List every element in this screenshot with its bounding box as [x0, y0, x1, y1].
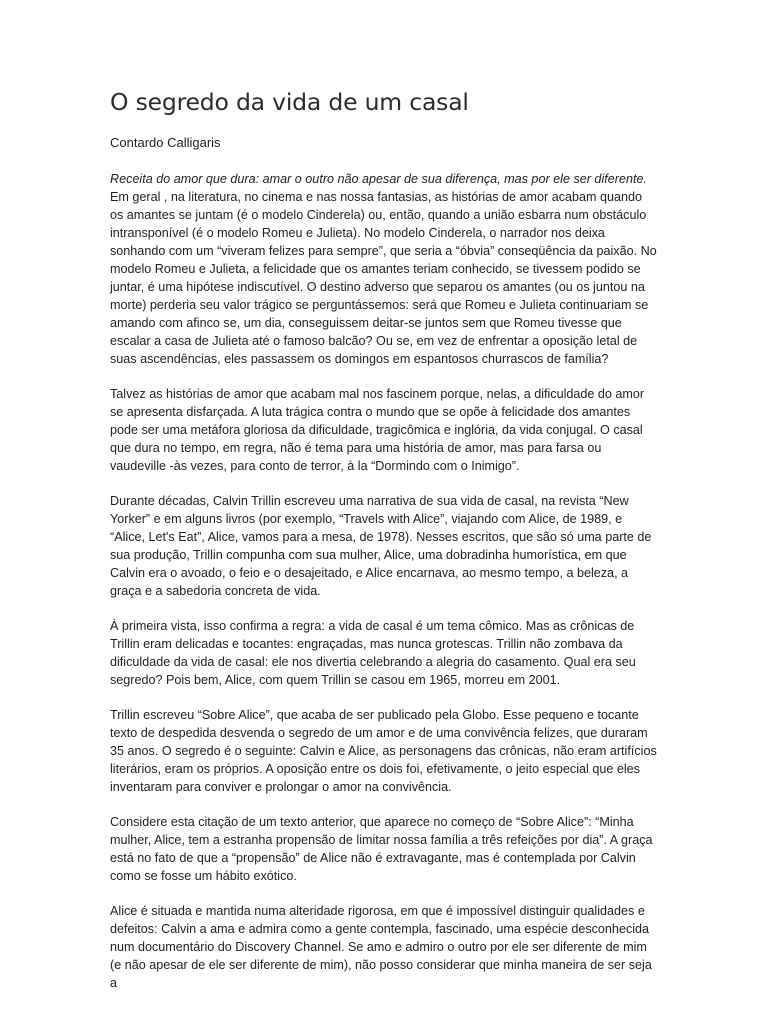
paragraph-1-text: Em geral , na literatura, no cinema e nas nossa fantasias, as histórias de amor acabam quando os amantes se juntam (é o modelo Cinderela) ou, então, quando a união esbarra num obstáculo intransponível (é o modelo Romeu e Julieta). No modelo Cinderela, o narrador nos deixa sonhando com um “viveram felizes para sempre”, que seria a “óbvia” conseqüência da paixão. No modelo Romeu e Julieta, a felicidade que os amantes teriam conhecido, se tivessem podido se juntar, é uma hipótese indiscutível. O destino adverso que separou os amantes (ou os juntou na morte) perderia seu valor trágico se perguntássemos: será que Romeu e Julieta continuariam se amando com afinco se, um dia, conseguissem deitar-se juntos sem que Romeu tivesse que escalar a casa de Julieta até o famoso balcão? Ou se, em vez de enfrentar a oposição letal de suas ascendências, eles passassem os domingos em espantosos churrascos de família? — [110, 190, 657, 366]
article-body — [110, 170, 658, 992]
paragraph-6: Considere esta citação de um texto anterior, que aparece no começo de “Sobre Alice”: “Minha mulher, Alice, tem a estranha propensão de limitar nossa família a três refeições por dia”. A graça está no fato de que a “propensão” de Alice não é extravagante, mas é contemplada por Calvin como se fosse um hábito exótico. — [110, 815, 653, 883]
paragraph-5: Trillin escreveu “Sobre Alice”, que acaba de ser publicado pela Globo. Esse pequeno e tocante texto de despedida desvenda o segredo de um amor e de uma convivência felizes, que duraram 35 anos. O segredo é o seguinte: Calvin e Alice, as personagens das crônicas, não eram artifícios literários, eram os próprios. A oposição entre os dois foi, efetivamente, o jeito especial que eles inventaram para conviver e prolongar o amor na convivência. — [110, 708, 657, 794]
article-lead: Receita do amor que dura: amar o outro não apesar de sua diferença, mas por ele ser diferente. — [110, 172, 647, 186]
article-title: O segredo da vida de um casal — [110, 88, 469, 116]
article-author: Contardo Calligaris — [110, 135, 221, 150]
article — [110, 86, 658, 1009]
paragraph-1 — [110, 170, 658, 368]
paragraph-7: Alice é situada e mantida numa alteridade rigorosa, em que é impossível distinguir qualidades e defeitos: Calvin a ama e admira como a gente contempla, fascinado, uma espécie desconhecida num documentário do Discovery Channel. Se amo e admiro o outro por ele ser diferente de mim (e não apesar de ele ser diferente de mim), não posso considerar que minha maneira de ser seja a — [110, 904, 652, 990]
paragraph-2: Talvez as histórias de amor que acabam mal nos fascinem porque, nelas, a dificuldade do amor se apresenta disfarçada. A luta trágica contra o mundo que se opõe à felicidade dos amantes pode ser uma metáfora gloriosa da dificuldade, tragicômica e inglória, da vida conjugal. O casal que dura no tempo, em regra, não é tema para uma história de amor, mas para farsa ou vaudeville -às vezes, para conto de terror, à la “Dormindo com o Inimigo”. — [110, 387, 645, 473]
paragraph-3: Durante décadas, Calvin Trillin escreveu uma narrativa de sua vida de casal, na revista “New Yorker” e em alguns livros (por exemplo, “Travels with Alice”, viajando com Alice, de 1989, e “Alice, Let's Eat”, Alice, vamos para a mesa, de 1978). Nesses escritos, que são só uma parte de sua produção, Trillin compunha com sua mulher, Alice, uma dobradinha humorística, em que Calvin era o avoado, o feio e o desajeitado, e Alice encarnava, ao mesmo tempo, a beleza, a graça e a sabedoria concreta de vida. — [110, 494, 652, 598]
paragraph-4: À primeira vista, isso confirma a regra: a vida de casal é um tema cômico. Mas as crônicas de Trillin eram delicadas e tocantes: engraçadas, mas nunca grotescas. Trillin não zombava da dificuldade da vida de casal: ele nos divertia celebrando a alegria do casamento. Qual era seu segredo? Pois bem, Alice, com quem Trillin se casou em 1965, morreu em 2001. — [110, 619, 636, 687]
